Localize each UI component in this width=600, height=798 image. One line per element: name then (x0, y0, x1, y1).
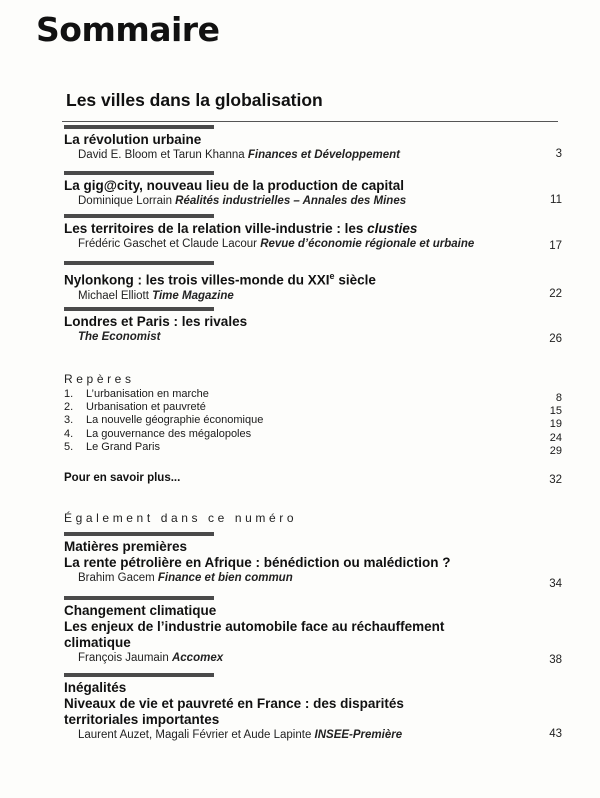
article-source (78, 728, 564, 743)
article-heading: Londres et Paris : les rivales (64, 314, 248, 329)
article-publication: Finance et bien commun (157, 572, 293, 584)
article-bar (64, 673, 214, 677)
page-number: 19 (549, 418, 562, 431)
page-number: 11 (550, 194, 562, 206)
section-title: Les villes dans la globalisation (66, 90, 323, 110)
article-heading: La gig@city, nouveau lieu de la production de capital (64, 178, 404, 193)
article-publication: Finances et Développement (247, 149, 400, 161)
superscript: e (329, 271, 335, 281)
article-heading: Les enjeux de l’industrie automobile face au réchauffement climatique (64, 619, 445, 650)
article-source (78, 289, 564, 304)
article-publication: INSEE-Première (314, 729, 403, 741)
article-entry[interactable] (64, 125, 564, 163)
article-authors: Dominique Lorrain (78, 195, 172, 207)
article-publication: Time Magazine (152, 289, 234, 302)
article-heading-text: Les territoires de la relation ville-industrie : les (64, 221, 368, 236)
article-heading: La révolution urbaine (64, 132, 202, 147)
article-publication: Accomex (171, 652, 224, 664)
article-category: Inégalités (64, 680, 127, 695)
article-entry[interactable] (64, 214, 564, 252)
article-source (78, 330, 564, 345)
article-entry[interactable] (64, 307, 564, 345)
page-number: 26 (549, 333, 562, 345)
item-number: 1. (64, 388, 74, 400)
pour-en-savoir-link[interactable]: Pour en savoir plus... (64, 472, 181, 484)
item-label: La nouvelle géographie économique (86, 414, 264, 427)
list-item[interactable] (64, 401, 263, 414)
article-authors: Frédéric Gaschet et Claude Lacour (78, 238, 257, 250)
page-number: 34 (549, 578, 562, 590)
article-bar (64, 125, 214, 129)
item-number: 3. (64, 414, 74, 427)
article-bar (64, 307, 214, 311)
reperes-list (64, 388, 263, 454)
item-number: 5. (64, 440, 74, 453)
article-publication: The Economist (78, 331, 161, 343)
page-number: 8 (555, 392, 562, 404)
article-heading (64, 268, 564, 289)
page-number: 32 (549, 474, 562, 486)
item-label: Le Grand Paris (86, 440, 160, 453)
page-number: 17 (549, 240, 562, 252)
article-heading: Niveaux de vie et pauvreté en France : des disparités territoriales importantes (64, 696, 404, 727)
article-category: Changement climatique (64, 603, 217, 618)
article-bar (64, 532, 214, 536)
item-label: La gouvernance des mégalopoles (86, 427, 252, 440)
reperes-pages (520, 392, 562, 458)
article-entry[interactable] (64, 532, 564, 586)
page-number: 22 (549, 288, 562, 300)
article-heading (64, 221, 564, 237)
list-item[interactable] (64, 388, 263, 401)
item-number: 4. (64, 427, 74, 440)
page-number: 38 (549, 654, 562, 666)
egalement-label: Également dans ce numéro (64, 511, 298, 525)
article-heading-text: siècle (334, 272, 376, 288)
divider (62, 121, 558, 122)
article-bar (64, 171, 214, 175)
page-number: 15 (549, 405, 562, 418)
article-publication: Revue d’économie régionale et urbaine (260, 238, 475, 250)
page-number: 29 (549, 444, 562, 457)
article-bar (64, 214, 214, 218)
article-authors: David E. Bloom et Tarun Khanna (78, 149, 245, 161)
article-entry[interactable] (64, 171, 564, 209)
article-source (78, 194, 564, 209)
article-source (78, 651, 564, 666)
article-bar (64, 596, 214, 600)
article-heading-text: Nylonkong : les trois villes-monde du XXI (64, 272, 330, 288)
article-authors: Brahim Gacem (78, 572, 155, 584)
page-number: 43 (549, 728, 562, 740)
article-source (78, 148, 564, 163)
article-authors: Laurent Auzet, Magali Février et Aude Lapinte (78, 729, 312, 741)
list-item[interactable] (64, 428, 263, 441)
article-entry[interactable] (64, 673, 564, 743)
article-bar (64, 261, 214, 265)
list-item[interactable] (64, 414, 263, 427)
article-source (78, 237, 564, 252)
item-label: Urbanisation et pauvreté (86, 401, 206, 414)
article-publication: Réalités industrielles – Annales des Mines (175, 195, 407, 207)
article-entry[interactable] (64, 596, 564, 666)
article-heading: La rente pétrolière en Afrique : bénédiction ou malédiction ? (64, 555, 451, 570)
item-label: L’urbanisation en marche (86, 388, 209, 400)
article-source (78, 571, 564, 586)
item-number: 2. (64, 401, 74, 414)
reperes-label: Repères (64, 372, 135, 386)
page-number: 24 (549, 431, 562, 444)
article-entry[interactable] (64, 261, 564, 304)
article-authors: François Jaumain (78, 652, 169, 664)
article-heading-emphasis: clusties (367, 221, 418, 236)
list-item[interactable] (64, 441, 263, 454)
page-number: 3 (555, 148, 562, 160)
article-category: Matières premières (64, 539, 188, 554)
article-authors: Michael Elliott (78, 289, 149, 302)
page-title: Sommaire (36, 10, 220, 49)
